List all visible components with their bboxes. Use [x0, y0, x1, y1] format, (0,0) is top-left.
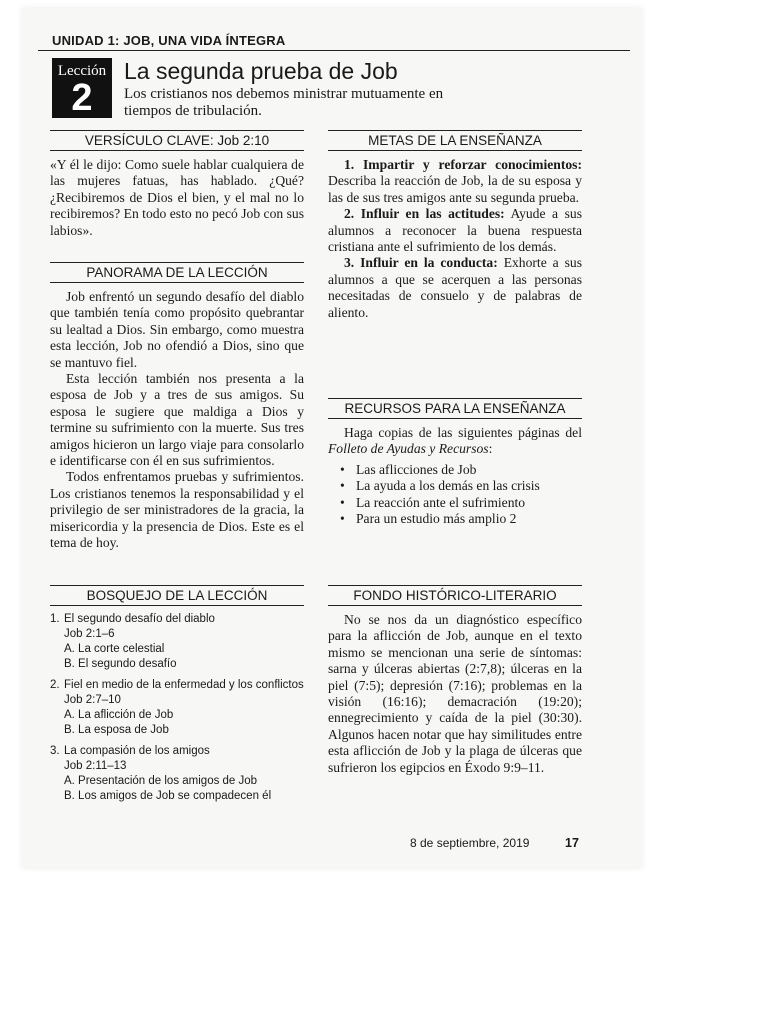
key-verse-heading [50, 130, 304, 151]
outline-subitem: B. El segundo desafío [64, 658, 177, 670]
outline-item-number: 3. [50, 745, 60, 757]
overview-section [50, 262, 304, 552]
goal-text: Ayude a sus alumnos a reconocer la buena respuesta cristiana ante el sufrimiento de los demás. [328, 206, 582, 255]
goal-item [328, 157, 582, 206]
resources-list-item: • Las aflicciones de Job [340, 462, 582, 478]
resources-list-item: • La ayuda a los demás en las crisis [340, 478, 582, 494]
resources-list-item: • La reacción ante el sufrimiento [340, 495, 582, 511]
key-verse-reference: Job 2:10 [217, 133, 270, 148]
goal-text: Exhorte a sus alumnos a que se acerquen a las personas necesitadas de consuelo y de palabras de aliento. [328, 255, 582, 320]
outline-item [50, 612, 304, 672]
outline-heading: BOSQUEJO DE LA LECCIÓN [50, 585, 304, 606]
lesson-label: Lección [57, 63, 107, 79]
key-verse-section [50, 130, 304, 239]
goals-heading: METAS DE LA ENSEÑANZA [328, 130, 582, 151]
overview-paragraph: Todos enfrentamos pruebas y sufrimientos. Los cristianos tenemos la responsabilidad y el privilegio de ser ministradores de la gracia, la misericordia y la presencia de Dios. Este es el tema de hoy. [50, 469, 304, 551]
background-section [328, 585, 582, 776]
outline-item [50, 678, 304, 738]
goals-section [328, 130, 582, 321]
goal-lead: 3. Influir en la conducta: [344, 255, 498, 271]
resources-list [328, 462, 582, 528]
overview-paragraph: Esta lección también nos presenta a la esposa de Job y a tres de sus amigos. Su esposa le sugiere que maldiga a Dios y termine su sufrimiento con la muerte. Sus tres amigos hicieron un largo viaje para consolarlo e identificarse con él en sus sufrimientos. [50, 371, 304, 469]
goal-text: Describa la reacción de Job, la de su esposa y las de sus tres amigos ante su segunda prueba. [328, 173, 582, 205]
resources-heading: RECURSOS PARA LA ENSEÑANZA [328, 398, 582, 419]
footer-date: 8 de septiembre, 2019 [410, 836, 530, 850]
overview-paragraph: Job enfrentó un segundo desafío del diablo que también tenía como propósito quebrantar su lealtad a Dios. Sin embargo, como muestra esta lección, Job no ofendió a Dios, sino que se mantuvo fiel. [50, 289, 304, 370]
resources-intro-text: Haga copias de las siguientes páginas del [344, 425, 582, 440]
outline-subitem: B. La esposa de Job [64, 724, 169, 736]
outline-section [50, 585, 304, 810]
outline-item [50, 744, 304, 804]
header-rule [38, 50, 630, 51]
outline-subitem: A. La aflicción de Job [64, 709, 174, 721]
goal-lead: 2. Influir en las actitudes: [344, 206, 505, 222]
resources-intro [328, 425, 582, 458]
outline-subitem: A. La corte celestial [64, 643, 165, 655]
lesson-number-box [52, 58, 112, 118]
outline-item-reference: Job 2:11–13 [64, 760, 127, 772]
outline-item-number: 2. [50, 679, 60, 691]
outline-item-number: 1. [50, 613, 60, 625]
outline-item-reference: Job 2:7–10 [64, 694, 121, 706]
resources-intro-end: : [488, 441, 493, 457]
goal-item [328, 206, 582, 255]
resources-list-item: • Para un estudio más amplio 2 [340, 511, 582, 527]
goal-lead: 1. Impartir y reforzar conocimientos: [344, 157, 582, 172]
lesson-subtitle: Los cristianos nos debemos ministrar mutuamente en tiempos de tribulación. [124, 86, 444, 119]
key-verse-heading-label: VERSÍCULO CLAVE: [84, 133, 214, 148]
resources-booklet-title: Folleto de Ayudas y Recursos [328, 441, 489, 457]
outline-subitem: B. Los amigos de Job se compadecen él [64, 790, 272, 802]
goal-item [328, 255, 582, 321]
running-head: UNIDAD 1: JOB, UNA VIDA ÍNTEGRA [52, 33, 286, 48]
outline-item-title: Fiel en medio de la enfermedad y los conflictos [64, 679, 304, 691]
lesson-title: La segunda prueba de Job [124, 58, 398, 84]
outline-item-reference: Job 2:1–6 [64, 628, 115, 640]
overview-heading: PANORAMA DE LA LECCIÓN [50, 262, 304, 283]
outline-list [50, 612, 304, 804]
outline-item-title: La compasión de los amigos [64, 745, 210, 757]
page-number: 17 [565, 836, 579, 850]
resources-section [328, 398, 582, 527]
key-verse-text: «Y él le dijo: Como suele hablar cualquiera de las mujeres fatuas, has hablado. ¿Qué? ¿Recibiremos de Dios el bien, y el mal no lo recibiremos? En todo esto no pecó Job con sus labios». [50, 157, 304, 238]
lesson-number: 2 [71, 77, 93, 119]
outline-subitem: A. Presentación de los amigos de Job [64, 775, 258, 787]
background-text: No se nos da un diagnóstico específico para la aflicción de Job, aunque en el texto mismo se mencionan una serie de síntomas: sarna y úlceras abiertas (2:7,8); úlceras en la piel (7:5); depresión (7:16); problemas en la visión (16:16); demacración (19:20); ennegrecimiento y caída de la piel (30:30). Algunos hacen notar que hay similitudes entre esta aflicción de Job y la plaga de úlceras que sufrieron los egipcios en Éxodo 9:9–11. [328, 612, 582, 775]
outline-item-title: El segundo desafío del diablo [64, 613, 215, 625]
background-heading: FONDO HISTÓRICO-LITERARIO [328, 585, 582, 606]
